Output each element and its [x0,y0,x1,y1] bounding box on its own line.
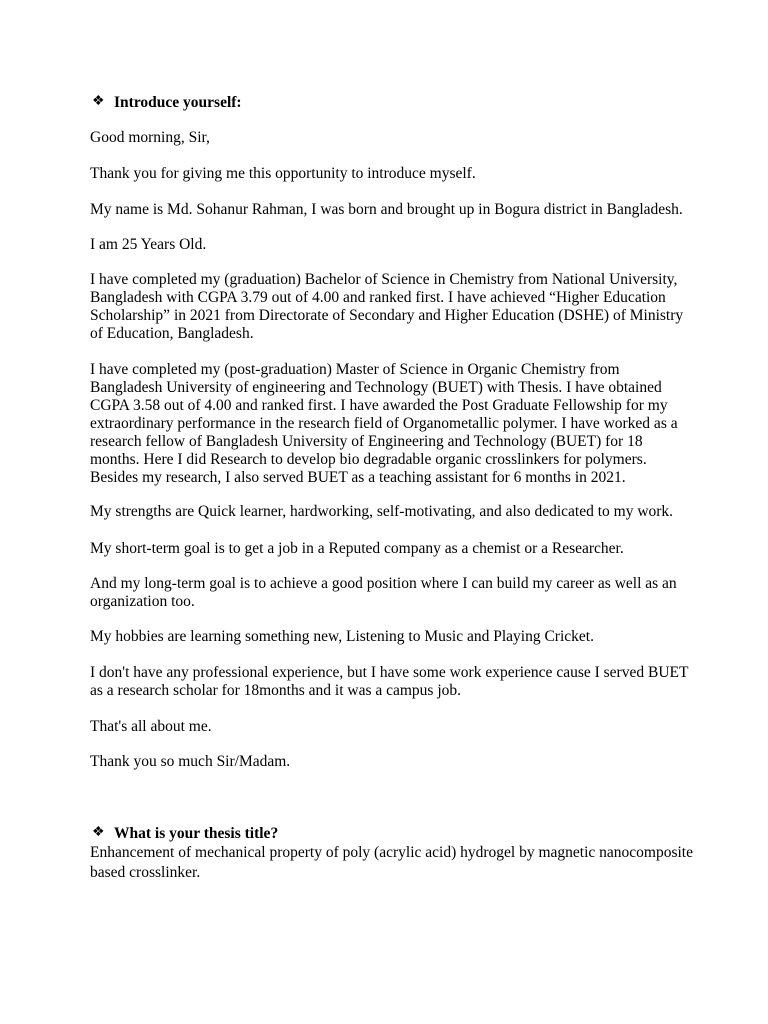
graduation-paragraph [90,271,690,343]
diamond-bullet-icon: ❖ [92,94,105,109]
long-term-goal-paragraph [90,575,690,611]
thanks-end-paragraph [90,753,690,771]
age-paragraph [90,236,690,254]
text-line: Besides my research, I also served BUET as a teaching assistant for 6 months in 2021. [90,469,626,486]
text-line: organization too. [90,593,195,610]
name-paragraph [90,201,690,219]
text-line: Enhancement of mechanical property of poly (acrylic acid) hydrogel by magnetic nanocomposite [90,844,693,861]
text-line: research fellow of Bangladesh University of Engineering and Technology (BUET) for 18 [90,433,643,450]
text-line: And my long-term goal is to achieve a good position where I can build my career as well as an [90,575,677,592]
text-line: My name is Md. Sohanur Rahman, I was born and brought up in Bogura district in Bangladesh. [90,201,683,218]
text-line: Good morning, Sir, [90,129,210,146]
text-line: My short-term goal is to get a job in a Reputed company as a chemist or a Researcher. [90,540,624,557]
text-line: extraordinary performance in the research field of Organometallic polymer. I have worked as a [90,415,678,432]
diamond-bullet-icon: ❖ [92,825,105,840]
text-line: CGPA 3.58 out of 4.00 and ranked first. I have awarded the Post Graduate Fellowship for my [90,397,668,414]
heading-text: What is your thesis title? [114,825,279,842]
text-line: based crosslinker. [90,864,201,881]
thanks-intro [90,165,690,183]
text-line: Scholarship” in 2021 from Directorate of Secondary and Higher Education (DSHE) of Ministry [90,307,684,324]
text-line: Bangladesh University of engineering and Technology (BUET) with Thesis. I have obtained [90,379,662,396]
short-term-goal-paragraph [90,540,690,558]
text-line: I have completed my (graduation) Bachelor of Science in Chemistry from National University, [90,271,678,288]
text-line: I am 25 Years Old. [90,236,207,253]
postgraduation-paragraph [90,361,690,487]
closing-paragraph [90,718,690,736]
text-line: My strengths are Quick learner, hardworking, self-motivating, and also dedicated to my work. [90,503,674,520]
text-line: as a research scholar for 18months and it was a campus job. [90,682,462,699]
text-line: That's all about me. [90,718,212,735]
heading-introduce-yourself [92,94,242,112]
thesis-answer [90,843,693,883]
text-line: Bangladesh with CGPA 3.79 out of 4.00 and ranked first. I have achieved “Higher Education [90,289,666,306]
text-line: of Education, Bangladesh. [90,325,254,342]
text-line: My hobbies are learning something new, Listening to Music and Playing Cricket. [90,628,594,645]
text-line: months. Here I did Research to develop bio degradable organic crosslinkers for polymers. [90,451,647,468]
greeting [90,129,690,147]
heading-thesis-title [92,825,279,843]
text-line: I don't have any professional experience, but I have some work experience cause I served BUET [90,664,689,681]
text-line: I have completed my (post-graduation) Master of Science in Organic Chemistry from [90,361,620,378]
text-line: Thank you so much Sir/Madam. [90,753,291,770]
heading-text: Introduce yourself: [114,94,242,111]
text-line: Thank you for giving me this opportunity to introduce myself. [90,165,476,182]
hobbies-paragraph [90,628,690,646]
experience-paragraph [90,664,690,700]
strengths-paragraph [90,503,690,521]
